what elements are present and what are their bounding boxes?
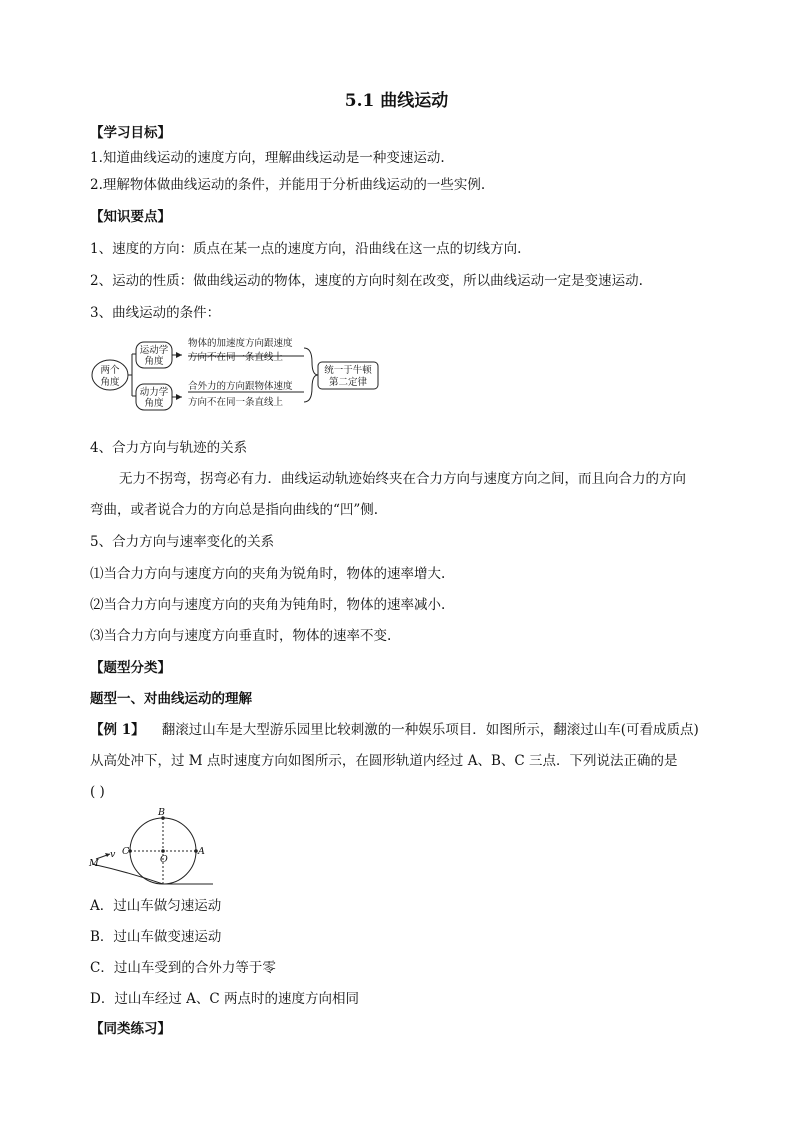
diagram-root-line1: 两个 [100,365,120,376]
label-M: M [89,858,99,869]
diagram-root-line2: 角度 [100,377,120,388]
diagram-dynamic-text2: 方向不在同一条直线上 [188,397,284,408]
page-title: 5.1 曲线运动 [344,91,449,111]
knowledge-item-1: 1、速度的方向：质点在某一点的速度方向，沿曲线在这一点的切线方向. [90,241,522,257]
diagram-unify-line1: 统一于牛顿 [324,365,372,376]
goal-item-2: 2.理解物体做曲线运动的条件，并能用于分析曲线运动的一些实例. [90,177,486,193]
label-C: C [122,846,130,857]
diagram-kinematic-line2: 角度 [144,356,164,367]
example-1-line2: 从高处冲下，过 M 点时速度方向如图所示，在圆形轨道内经过 A、B、C 三点．下列说法正确的是 [90,753,678,769]
diagram-dynamic-line1: 动力学 [139,387,169,398]
diagram-dynamic-text1: 合外力的方向跟物体速度 [188,381,293,392]
option-c: C．过山车受到的合外力等于零 [90,960,276,976]
example-label: 【例 1】 [90,722,145,738]
diagram-dynamic-line2: 角度 [144,398,164,409]
diagram-unify-line2: 第二定律 [328,377,368,388]
option-d: D．过山车经过 A、C 两点时的速度方向相同 [90,991,359,1007]
knowledge-item-4: 4、合力方向与轨迹的关系 [90,440,248,456]
example-1-line1 [90,721,699,739]
curvilinear-condition-diagram [90,334,390,416]
goal-item-1: 1.知道曲线运动的速度方向，理解曲线运动是一种变速运动. [90,150,445,166]
k5-item-1: ⑴当合力方向与速度方向的夹角为锐角时，物体的速率增大. [90,566,446,582]
knowledge-item-5: 5、合力方向与速率变化的关系 [90,534,275,550]
k5-item-2: ⑵当合力方向与速度方向的夹角为钝角时，物体的速率减小. [90,597,446,613]
diagram-kinematic-text1: 物体的加速度方向跟速度 [188,338,293,349]
label-O: O [160,854,168,865]
section-header-goals: 【学习目标】 [90,125,171,141]
k4-paragraph-line2: 弯曲，或者说合力的方向总是指向曲线的“凹”侧. [90,502,379,518]
knowledge-item-3: 3、曲线运动的条件： [90,305,221,321]
type-heading-1: 题型一、对曲线运动的理解 [90,691,252,707]
option-b: B．过山车做变速运动 [90,929,222,945]
section-header-types: 【题型分类】 [90,660,171,676]
diagram-kinematic-text2: 方向不在同一条直线上 [188,352,284,363]
section-header-practice: 【同类练习】 [90,1021,171,1037]
knowledge-item-2: 2、运动的性质：做曲线运动的物体，速度的方向时刻在改变，所以曲线运动一定是变速运动. [90,273,643,289]
answer-bracket: ( ) [90,784,105,800]
option-a: A．过山车做匀速运动 [90,898,222,914]
section-header-knowledge: 【知识要点】 [90,209,171,225]
diagram-kinematic-line1: 运动学 [139,345,169,356]
k4-paragraph-line1: 无力不拐弯，拐弯必有力．曲线运动轨迹始终夹在合力方向与速度方向之间，而且向合力的方向 [119,471,686,487]
k5-item-3: ⑶当合力方向与速度方向垂直时，物体的速率不变. [90,628,392,644]
label-v: v [110,849,116,860]
label-B: B [158,807,165,818]
label-A: A [198,846,205,857]
example-text-1: 翻滚过山车是大型游乐园里比较刺激的一种娱乐项目．如图所示，翻滚过山车(可看成质点) [161,722,699,738]
roller-coaster-figure [88,806,218,888]
